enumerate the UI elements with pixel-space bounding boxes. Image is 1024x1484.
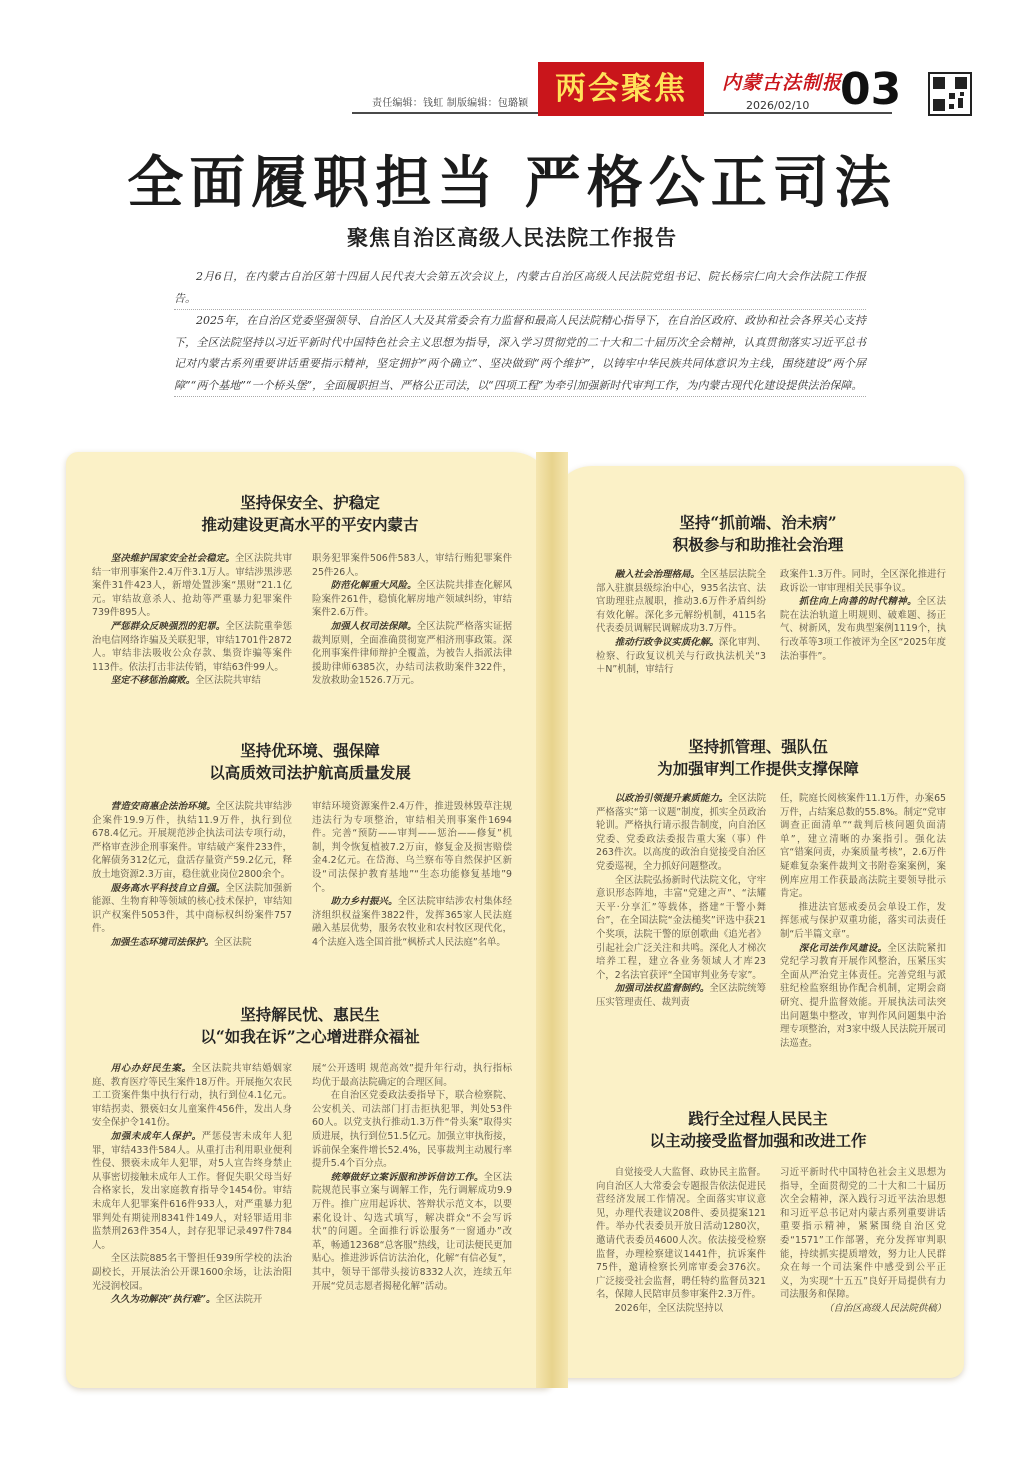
section-title-line1: 坚持优环境、强保障	[240, 741, 380, 760]
scroll-fold	[536, 452, 568, 1388]
paragraph: 加强人权司法保障。全区法院严格落实证据裁判原则，全面准确贯彻宽严相济刑事政策。深化刑事案件律师辩护全覆盖，为被告人指派法律援助律师6385次，办结司法救助案件322件，发放救助金1526.7万元。	[312, 620, 512, 687]
paragraph: 加强司法权监督制约。全区法院统筹压实管理责任、裁判责	[596, 983, 766, 1008]
section-column	[780, 1166, 946, 1316]
paragraph: 任，院庭长阅核案件11.1万件，办案65万件，占结案总数的55.8%。制定“党审调查正面清单”“裁判后核问题负面清单”，建立清晰的办案指引。强化法官“错案问责，办案质量考核”，2.6万件疑难复杂案件裁判文书附卷案案例，案例库应用工作获最高法院主要领导批示肯定。	[780, 793, 946, 900]
section-column	[780, 568, 946, 663]
section-title-line1: 践行全过程人民民主	[688, 1109, 828, 1128]
editors-line: 责任编辑：钱虹 制版编辑：包璐颖	[372, 98, 529, 109]
paragraph: 2026年，全区法院坚持以	[614, 1302, 724, 1314]
section-column	[780, 792, 946, 1050]
section-column	[312, 800, 512, 950]
paragraph: 统筹做好立案诉服和涉诉信访工作。全区法院规范民事立案与调解工作，先行调解成功9.9万件。推广应用起诉状、答辩状示范文本，以要素化设计、勾选式填写，解决群众“不会写诉状”的问题。全面推行诉讼服务“一窗通办”改革，畅通12368“总客服”热线，让司法便民更加贴心。推进涉诉信访法治化，化解“有信必复”，其中，领导干部带头接访8332人次，连续五年开展“党员志愿者揭秘化解”活动。	[312, 1171, 512, 1292]
paragraph: 政案件1.3万件。同时，全区深化推进行政诉讼一审审理相关民事争议。	[780, 569, 946, 594]
page-number: 03	[840, 64, 902, 115]
page-subtitle: 聚焦自治区高级人民法院工作报告	[347, 226, 677, 250]
section-title	[574, 1108, 942, 1152]
paragraph: 审结环境资源案件2.4万件，推进毁林毁草注规违法行为专项整治，审结相关刑事案件1694件。完善“预防——审判——惩治——修复”机制，判令恢复植被7.2万亩，修复金及损害赔偿金4.2亿元。在岱海、乌兰察布等自然保护区新设“司法保护教育基地”“生态功能修复基地”9个。	[312, 801, 512, 894]
masthead	[0, 0, 1024, 120]
issue-date: 2026/02/10	[746, 99, 810, 112]
paragraph: 加强生态环境司法保护。全区法院	[110, 936, 252, 948]
paragraph: 习近平新时代中国特色社会主义思想为指导，全面贯彻党的二十大和二十届历次全会精神，深入践行习近平法治思想和习近平总书记对内蒙古系列重要讲话重要指示精神，紧紧围绕自治区党委“1571”工作部署，充分发挥审判职能，持续抓实提质增效，努力让人民群众在每一个司法案件中感受到公平正义，为实现“十五五”良好开局提供有力司法服务和保障。	[780, 1167, 946, 1301]
section-tag: 两会聚焦	[538, 62, 704, 116]
section-title-line2: 以主动接受监督加强和改进工作	[649, 1131, 867, 1150]
paragraph: 全区法院弘扬新时代法院文化，守牢意识形态阵地，丰富“党建之声”、“法耀天平·分享汇”等载体，搭建“干警小舞台”，在全国法院“金法槌奖”评选中获21个奖项，法院干警的原创歌曲《追光者》引起社会广泛关注和共鸣。深化人才梯次培养工程，建立各业务领域人才库23个，2名法官获评“全国审判业务专家”。	[596, 874, 766, 981]
paragraph: 自觉接受人大监督、政协民主监督。向自治区人大常委会专题报告依法促进民营经济发展工作情况。全面落实审议意见，办理代表建议208件、委员提案121件。举办代表委员开放日活动1280次，邀请代表委员4600人次。依法接受检察监督，办理检察建议1441件，抗诉案件75件，邀请检察长列席审委会376次。广泛接受社会监督，聘任特约监督员321名，保障人民陪审员参审案件2.3万件。	[596, 1167, 766, 1301]
intro-paragraph: 2月6日，在内蒙古自治区第十四届人民代表大会第五次会议上，内蒙古自治区高级人民法院党组书记、院长杨宗仁向大会作法院工作报告。	[174, 266, 866, 310]
paragraph: 严惩群众反映强烈的犯罪。全区法院重拳惩治电信网络诈骗及关联犯罪，审结1701件2872人。审结非法吸收公众存款、集资诈骗等案件113件。依法打击非法传销，审结63件99人。	[92, 620, 292, 673]
paragraph: 以政治引领提升素质能力。全区法院严格落实“第一议题”制度，抓实全员政治轮训。严格执行请示报告制度，向自治区党委、党委政法委报告重大案（事）件263件次。以高度的政治自觉接受自治区党委巡视，全力抓好问题整改。	[596, 793, 766, 872]
paragraph: 融入社会治理格局。全区基层法院全部入驻旗县级综治中心，935名法官、法官助理驻点履职，推动3.6万件矛盾纠纷有效化解。深化多元解纷机制，4115名代表委员调解民调解成功3.7万件。	[596, 569, 766, 635]
intro	[174, 266, 866, 397]
qr-code-icon	[928, 72, 972, 116]
paragraph: 用心办好民生案。全区法院共审结婚姻家庭、教育医疗等民生案件18万件。开展拖欠农民工工资案件集中执行行动，执行到位4.1亿元。审结拐卖、猥亵妇女儿童案件456件，发出人身安全保护令141份。	[92, 1063, 292, 1129]
paragraph: 服务高水平科技自立自强。全区法院加强新能源、生物育种等领域的核心技术保护，审结知识产权案件5053件，其中商标权纠纷案件757件。	[92, 882, 292, 935]
paragraph: 在自治区党委政法委指导下，联合检察院、公安机关、司法部门打击拒执犯罪，判处53件60人。以党支执行推动1.3万件“骨头案”取得实质进展，执行到位51.5亿元。加强立审执衔接，诉前保全案件增长52.4%，民事裁判主动履行率提升5.4个百分点。	[312, 1090, 512, 1170]
paragraph: 推进法官惩戒委员会单设工作，发挥惩戒与保护双重功能，落实司法责任制“后半篇文章”。	[780, 901, 946, 940]
section-column	[92, 800, 292, 950]
section-title	[90, 1004, 530, 1048]
paragraph: 推动行政争议实质化解。深化审判、检察、行政复议机关与行政执法机关“3＋N”机制，审结行	[596, 636, 766, 676]
section-column	[596, 568, 766, 677]
paragraph: 全区法院885名干警担任939所学校的法治副校长，开展法治公开课1600余场，让法治阳光浸润校园。	[92, 1253, 292, 1292]
section-title-line1: 坚持抓管理、强队伍	[688, 737, 828, 756]
paragraph: 展“公开透明 规范高效”提升年行动，执行指标均优于最高法院确定的合理区间。	[312, 1063, 512, 1088]
section-column	[312, 1062, 512, 1293]
paragraph: 防范化解重大风险。全区法院共排查化解风险案件261件，稳慎化解房地产领域纠纷，审结案件2.6万件。	[312, 580, 512, 619]
section-title	[574, 512, 942, 556]
paragraph: 久久为功解决“执行难”。全区法院开	[110, 1294, 263, 1306]
paragraph: 加强未成年人保护。严惩侵害未成年人犯罪，审结433件584人。从重打击利用职业便利性侵、猥亵未成年人犯罪，对5人宣告终身禁止从事密切接触未成年人工作。督促失职父母当好合格家长，发出家庭教育指导令1454份。审结未成年人犯罪案件616件933人，对严重暴力犯罪判处有期徒刑8341件149人，对轻罪适用非监禁刑263件354人，封存犯罪记录497件784人。	[92, 1130, 292, 1251]
intro-paragraph: 2025年，在自治区党委坚强领导、自治区人大及其常委会有力监督和最高人民法院精心指导下，在自治区政府、政协和社会各界关心支持下，全区法院坚持以习近平新时代中国特色社会主义思想为指导，深入学习贯彻党的二十大和二十届历次全会精神，认真贯彻落实习近平总书记对内蒙古系列重要讲话重要指示精神，坚定拥护“两个确立”、坚决做到“两个维护”，以铸牢中华民族共同体意识为主线，围绕建设“两个屏障”“两个基地”“一个桥头堡”，全面履职担当、严格公正司法，以“四项工程”为牵引加强新时代审判工作，为内蒙古现代化建设提供法治保障。	[174, 310, 866, 397]
section-title	[90, 740, 530, 784]
section-title-line2: 以“如我在诉”之心增进群众福祉	[200, 1027, 420, 1046]
paragraph: 营造安商惠企法治环境。全区法院共审结涉企案件19.9万件，执结11.9万件，执行到位678.4亿元。开展规范涉企执法司法专项行动，严格审查涉企刑事案件。审结破产案件233件，化解债务312亿元，盘活存量资产59.2亿元，释放土地资源2.3万亩，稳住就业岗位2800余个。	[92, 801, 292, 880]
section-title-line2: 推动建设更高水平的平安内蒙古	[201, 515, 419, 534]
section-title-line1: 坚持保安全、护稳定	[240, 493, 380, 512]
paper-logo: 内蒙古法制报	[722, 72, 843, 94]
paragraph: 抓住向上向善的时代精神。全区法院在法治轨道上明规则、破难题、扬正气、树新风，发布典型案例1119个，执行改革等3项工作被评为全区“2025年度法治事件”。	[780, 596, 946, 662]
paragraph: 职务犯罪案件506件583人，审结行贿犯罪案件25件26人。	[312, 553, 512, 578]
section-title-line1: 坚持“抓前端、治未病”	[679, 513, 837, 532]
section-title-line1: 坚持解民忧、惠民生	[240, 1005, 380, 1024]
section-column	[92, 552, 292, 688]
section-title	[574, 736, 942, 780]
page-title: 全面履职担当 严格公正司法	[127, 150, 897, 216]
section-column	[92, 1062, 292, 1307]
paragraph: 坚定不移惩治腐败。全区法院共审结	[110, 675, 261, 687]
section-title	[90, 492, 530, 536]
section-column	[596, 792, 766, 1010]
article-signature: （自治区高级人民法院供稿）	[824, 1302, 946, 1314]
section-title-line2: 以高质效司法护航高质量发展	[209, 763, 411, 782]
section-title-line2: 为加强审判工作提供支撑保障	[657, 759, 859, 778]
paragraph: 深化司法作风建设。全区法院紧扣党纪学习教育开展作风整治，压紧压实全面从严治党主体责任。完善党组与派驻纪检监察组协作配合机制，定期会商研究、提升监督效能。开展执法司法突出问题集中整改，审判作风问题集中治理专项整治，对3家中级人民法院开展司法巡查。	[780, 942, 946, 1049]
paragraph: 坚决维护国家安全社会稳定。全区法院共审结一审刑事案件2.4万件3.1万人。审结涉黑涉恶案件31件423人，新增处置涉案“黑财”21.1亿元。审结故意杀人、抢劫等严重暴力犯罪案件739件895人。	[92, 553, 292, 619]
paragraph: 助力乡村振兴。全区法院审结涉农村集体经济组织权益案件3822件，发挥365家人民法庭融入基层优势，服务农牧业和农村牧区现代化，4个法庭入选全国首批“枫桥式人民法庭”名单。	[312, 896, 512, 948]
section-column	[596, 1166, 766, 1316]
section-title-line2: 积极参与和助推社会治理	[672, 535, 844, 554]
section-column	[312, 552, 512, 688]
